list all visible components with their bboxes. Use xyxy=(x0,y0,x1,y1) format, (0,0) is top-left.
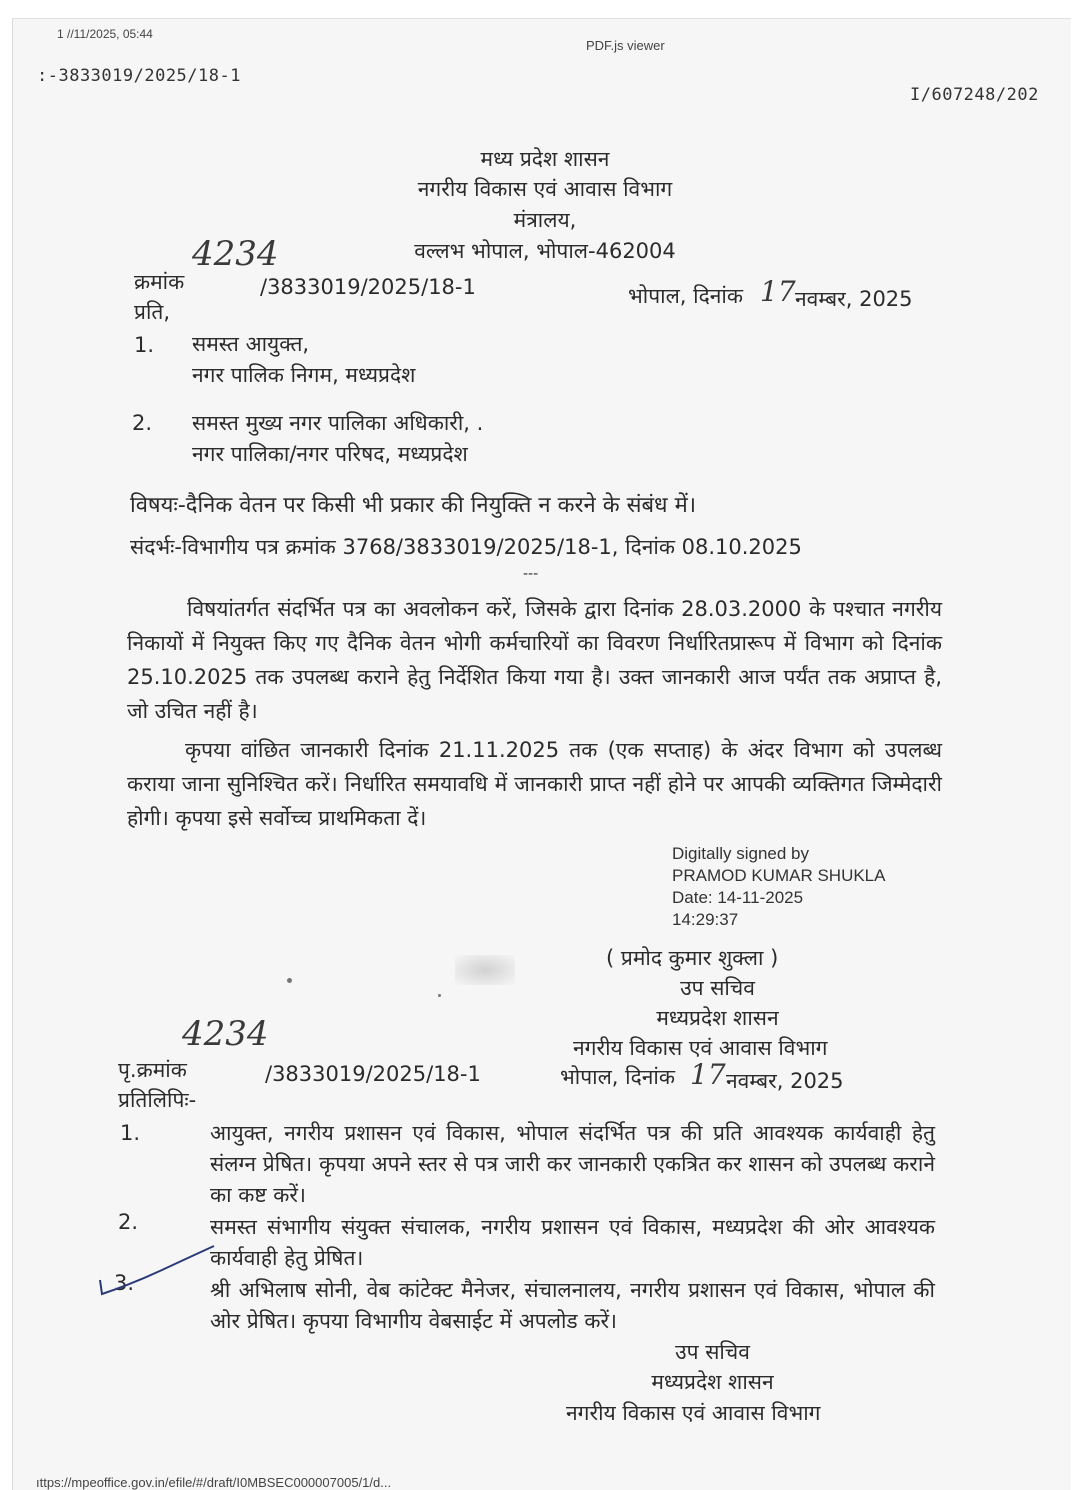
copy-item-1-text: आयुक्त, नगरीय प्रशासन एवं विकास, भोपाल संदर्भित पत्र की प्रति आवश्यक कार्यवाही हेतु संलग्न प्रेषित। कृपया अपने स्तर से पत्र जारी कर जानकारी एकत्रित कर शासन को उपलब्ध कराने का कष्ट करें। xyxy=(210,1121,935,1207)
copy-item-2-number: 2. xyxy=(118,1210,139,1234)
signatory-designation: उप सचिव xyxy=(680,976,755,1000)
scan-dot xyxy=(438,994,441,997)
file-reference-right: I/607248/202 xyxy=(910,85,1039,105)
copy-order-number: /3833019/2025/18-1 xyxy=(265,1062,481,1086)
copy-label: प्रतिलिपिः- xyxy=(118,1088,197,1112)
copy-date-suffix: नवम्बर, 2025 xyxy=(726,1069,844,1093)
print-viewer-title: PDF.js viewer xyxy=(586,38,665,53)
handwritten-date-day: 17 xyxy=(760,275,796,308)
recipient-1-line-1: समस्त आयुक्त, xyxy=(192,332,310,356)
letterhead-line-4: वल्लभ भोपाल, भोपाल-462004 xyxy=(414,239,676,263)
body-paragraph-1: विषयांतर्गत संदर्भित पत्र का अवलोकन करें, जिसके द्वारा दिनांक 28.03.2000 के पश्चात नगरीय निकायों में नियुक्त किए गए दैनिक वेतन भोगी कर्मचारियों का विवरण निर्धारितप्रारूप में विभाग को दिनांक 25.10.2025 तक उपलब्ध कराने हेतु निर्देशित किया गया है। उक्त जानकारी आज पर्यंत तक अप्राप्त है, जो उचित नहीं है। xyxy=(127,597,942,723)
footer-signatory-department: नगरीय विकास एवं आवास विभाग xyxy=(566,1401,821,1425)
file-reference-left: :-3833019/2025/18-1 xyxy=(37,66,241,86)
footer-signatory-designation: उप सचिव xyxy=(675,1340,750,1364)
digital-signature-line-3: Date: 14-11-2025 xyxy=(672,888,804,907)
recipient-2-number: 2. xyxy=(132,411,153,435)
copy-handwritten-date-day: 17 xyxy=(690,1058,726,1091)
date-suffix: नवम्बर, 2025 xyxy=(795,287,913,311)
subject-line: विषयः-दैनिक वेतन पर किसी भी प्रकार की नियुक्ति न करने के संबंध में। xyxy=(130,493,697,518)
digital-signature-line-2: PRAMOD KUMAR SHUKLA xyxy=(672,866,886,885)
handwritten-copy-number: 4234 xyxy=(182,1014,269,1054)
print-timestamp: 1 //11/2025, 05:44 xyxy=(57,27,153,41)
letterhead-line-2: नगरीय विकास एवं आवास विभाग xyxy=(417,177,673,201)
recipient-1-number: 1. xyxy=(134,333,155,357)
copy-item-3-number: 3. xyxy=(114,1271,135,1295)
letterhead-line-1: मध्य प्रदेश शासन xyxy=(480,147,610,171)
signatory-department: नगरीय विकास एवं आवास विभाग xyxy=(573,1036,828,1060)
handwritten-tick-mark xyxy=(92,1240,222,1300)
separator: --- xyxy=(523,566,539,582)
letterhead-line-3: मंत्रालय, xyxy=(513,208,577,232)
print-footer-url: ıttps://mpeoffice.gov.in/efile/#/draft/I0MBSEC000007005/1/d... xyxy=(36,1475,392,1490)
digital-signature-line-1: Digitally signed by xyxy=(672,844,810,863)
reference-line: संदर्भः-विभागीय पत्र क्रमांक 3768/3833019/2025/18-1, दिनांक 08.10.2025 xyxy=(130,535,802,559)
copy-kramank-label: पृ.क्रमांक xyxy=(118,1058,187,1082)
body-paragraph-2: कृपया वांछित जानकारी दिनांक 21.11.2025 तक (एक सप्ताह) के अंदर विभाग को उपलब्ध कराया जाना सुनिश्चित करें। निर्धारित समयावधि में जानकारी प्राप्त नहीं होने पर आपकी व्यक्तिगत जिम्मेदारी होगी। कृपया इसे सर्वोच्च प्राथमिकता दें। xyxy=(127,738,942,830)
order-number: /3833019/2025/18-1 xyxy=(260,275,476,299)
handwritten-order-number: 4234 xyxy=(192,234,279,274)
scan-dot xyxy=(287,978,292,983)
signatory-government: मध्यप्रदेश शासन xyxy=(656,1006,779,1030)
recipient-1-line-2: नगर पालिक निगम, मध्यप्रदेश xyxy=(192,363,416,387)
copy-item-3-text: श्री अभिलाष सोनी, वेब कांटेक्ट मैनेजर, संचालनालय, नगरीय प्रशासन एवं विकास, भोपाल की ओर प्रेषित। कृपया विभागीय वेबसाईट में अपलोड करें। xyxy=(210,1278,935,1333)
copy-item-2-text: समस्त संभागीय संयुक्त संचालक, नगरीय प्रशासन एवं विकास, मध्यप्रदेश की ओर आवश्यक कार्यवाही हेतु प्रेषित। xyxy=(210,1215,935,1270)
kramank-label: क्रमांक xyxy=(134,270,185,294)
copy-item-1-number: 1. xyxy=(120,1121,141,1145)
date-prefix: भोपाल, दिनांक xyxy=(628,284,743,308)
recipient-2-line-2: नगर पालिका/नगर परिषद, मध्यप्रदेश xyxy=(192,442,468,466)
scan-smudge xyxy=(455,955,515,985)
recipient-2-line-1: समस्त मुख्य नगर पालिका अधिकारी, . xyxy=(192,411,484,435)
prati-label: प्रति, xyxy=(134,300,171,324)
digital-signature-line-4: 14:29:37 xyxy=(672,910,739,929)
copy-date-prefix: भोपाल, दिनांक xyxy=(560,1065,675,1089)
footer-signatory-government: मध्यप्रदेश शासन xyxy=(651,1370,774,1394)
signatory-name: ( प्रमोद कुमार शुक्ला ) xyxy=(606,946,779,970)
